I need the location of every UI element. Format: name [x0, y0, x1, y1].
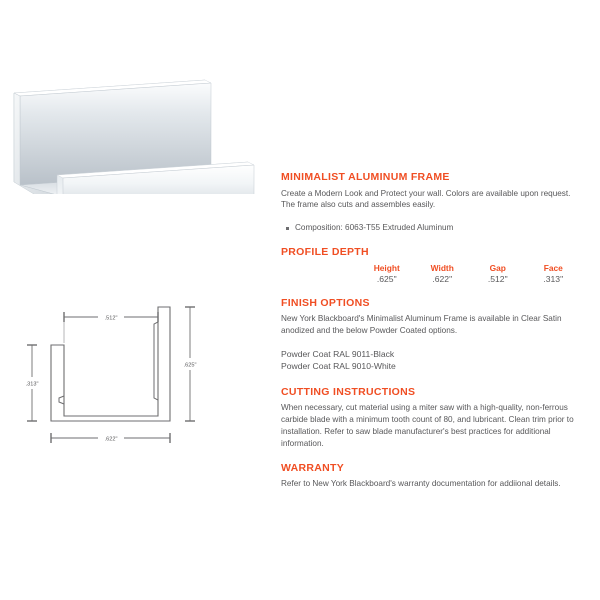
profile-depth-heading: PROFILE DEPTH [281, 246, 369, 259]
value-gap: .512" [487, 273, 508, 284]
product-3d-render [8, 66, 260, 194]
table-spacer-cell [281, 274, 359, 284]
column-header-gap: Gap [489, 262, 506, 273]
cutting-instructions-text: When necessary, cut material using a miter saw with a high-quality, non-ferrous carbide blade with a minimum tooth count of 80, and lubricant. Clean trim prior to installation. Refer to saw blade manufacturer's best practices for additional information. [281, 403, 574, 448]
dim-label-bottom: .622" [104, 436, 118, 443]
warranty-text: Refer to New York Blackboard's warranty documentation for addiional details. [281, 479, 561, 489]
profile-cross-section-drawing [18, 296, 223, 461]
list-item: Composition: 6063-T55 Extruded Aluminum [295, 222, 581, 234]
warranty-section [281, 463, 581, 490]
column-header-height: Height [373, 262, 400, 273]
profile-outline [51, 307, 170, 421]
cutting-instructions-heading: CUTTING INSTRUCTIONS [281, 385, 416, 398]
cutting-instructions-section [281, 387, 581, 450]
table-row [281, 274, 581, 284]
warranty-heading: WARRANTY [281, 461, 345, 474]
finish-options-text: New York Blackboard's Minimalist Aluminum Frame is available in Clear Satin anodized and the below Powder Coated options. [281, 314, 562, 336]
dim-label-top: .512" [104, 315, 118, 322]
spec-content-column [281, 172, 581, 490]
composition-list [281, 222, 581, 234]
list-item: Powder Coat RAL 9010-White [281, 361, 396, 372]
column-header-width: Width [430, 262, 454, 273]
profile-depth-table [281, 263, 581, 284]
list-item: Powder Coat RAL 9011-Black [281, 349, 395, 360]
table-spacer-cell [281, 263, 359, 274]
dim-label-right: .625" [183, 362, 197, 369]
profile-depth-section [281, 247, 581, 284]
column-header-face: Face [543, 262, 563, 273]
finish-options-heading: FINISH OPTIONS [281, 296, 370, 309]
dim-label-left: .313" [25, 381, 39, 388]
cross-section-diagram [18, 296, 223, 461]
value-width: .622" [432, 273, 453, 284]
powder-coat-list [281, 348, 581, 372]
profile-right-leg-notch-upper [154, 307, 158, 416]
product-heading: MINIMALIST ALUMINUM FRAME [281, 171, 450, 183]
value-face: .313" [543, 273, 564, 284]
aluminum-extrusion-illustration [8, 66, 260, 194]
table-header-row [281, 263, 581, 274]
product-intro-text: Create a Modern Look and Protect your wall. Colors are available upon request. The frame also cuts and assembles easily. [281, 188, 571, 210]
finish-options-section [281, 298, 581, 373]
value-height: .625" [376, 273, 397, 284]
product-intro-section [281, 172, 581, 234]
